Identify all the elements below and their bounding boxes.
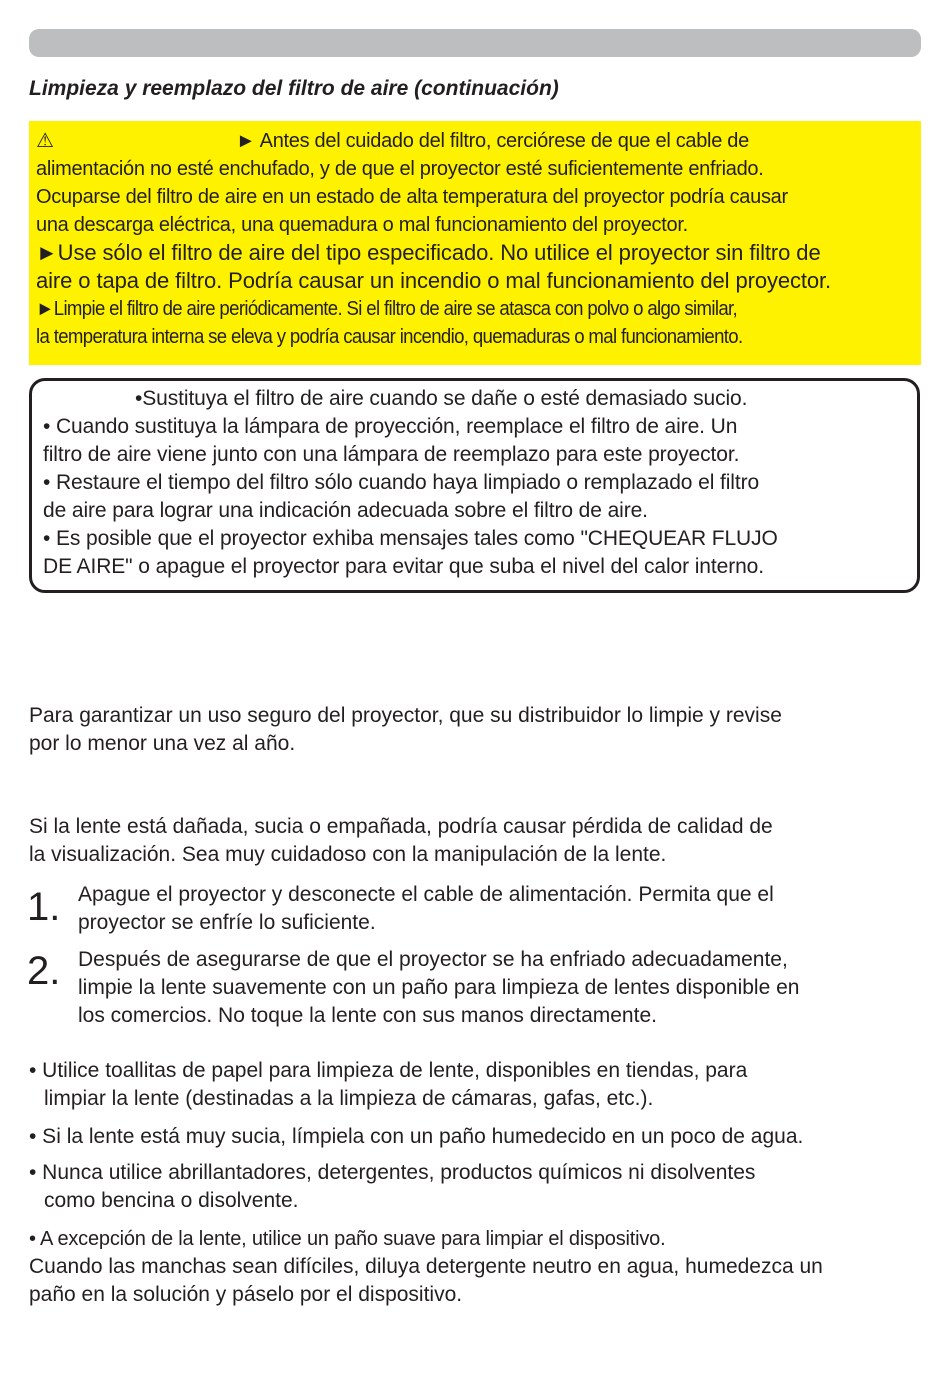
- warning-line: ►Limpie el filtro de aire periódicamente. Si el filtro de aire se atasca con polvo o algo similar,: [36, 298, 738, 320]
- lens-bullet: • Si la lente está muy sucia, límpiela con un paño humedecido en un poco de agua.: [29, 1125, 804, 1148]
- cabinet-paragraph: • A excepción de la lente, utilice un paño suave para limpiar el dispositivo. Cuando las manchas sean difíciles, diluya detergente neutro en agua, humedezca un paño en la solución y páselo por el dispositivo.: [29, 1228, 823, 1306]
- lens-bullet: • Nunca utilice abrillantadores, detergentes, productos químicos ni disolventes como bencina o disolvente.: [29, 1161, 756, 1212]
- note-line: •Sustituya el filtro de aire cuando se dañe o esté demasiado sucio.: [135, 387, 748, 410]
- section-title: Limpieza y reemplazo del filtro de aire (continuación): [29, 77, 559, 100]
- note-box: [29, 378, 920, 593]
- warning-line: ►Use sólo el filtro de aire del tipo especificado. No utilice el proyector sin filtro de: [36, 240, 821, 265]
- warning-line: la temperatura interna se eleva y podría causar incendio, quemaduras o mal funcionamiento.: [36, 326, 743, 348]
- lens-intro-paragraph: Si la lente está dañada, sucia o empañada, podría causar pérdida de calidad de la visualización. Sea muy cuidadoso con la manipulación de la lente.: [29, 815, 773, 866]
- warning-line: alimentación no esté enchufado, y de que el proyector esté suficientemente enfriado.: [36, 158, 764, 180]
- note-line: • Cuando sustituya la lámpara de proyección, reemplace el filtro de aire. Un: [43, 415, 738, 438]
- note-line: de aire para lograr una indicación adecuada sobre el filtro de aire.: [43, 499, 648, 522]
- note-line: DE AIRE" o apague el proyector para evitar que suba el nivel del calor interno.: [43, 555, 764, 578]
- warning-box: [29, 121, 921, 365]
- header-bar: [29, 29, 921, 57]
- lens-bullet: • Utilice toallitas de papel para limpieza de lente, disponibles en tiendas, para limpiar la lente (destinadas a la limpieza de cámaras, gafas, etc.).: [29, 1059, 748, 1110]
- warning-line: una descarga eléctrica, una quemadura o mal funcionamiento del proyector.: [36, 214, 688, 236]
- step-text: Después de asegurarse de que el proyector se ha enfriado adecuadamente, limpie la lente suavemente con un paño para limpieza de lentes disponible en los comercios. No toque la lente con sus manos directamente.: [78, 948, 800, 1027]
- note-line: • Restaure el tiempo del filtro sólo cuando haya limpiado o remplazado el filtro: [43, 471, 760, 494]
- step-text: Apague el proyector y desconecte el cable de alimentación. Permita que el proyector se enfríe lo suficiente.: [78, 883, 774, 934]
- step-number: 2.: [27, 949, 61, 993]
- warning-triangle-icon: ⚠: [36, 130, 54, 152]
- note-line: • Es posible que el proyector exhiba mensajes tales como "CHEQUEAR FLUJO: [43, 527, 778, 550]
- inspection-paragraph: Para garantizar un uso seguro del proyector, que su distribuidor lo limpie y revise por lo menor una vez al año.: [29, 704, 782, 755]
- warning-line: ⚠ ► Antes del cuidado del filtro, cerciórese de que el cable de: [36, 127, 915, 155]
- warning-line: aire o tapa de filtro. Podría causar un incendio o mal funcionamiento del proyector.: [36, 268, 832, 293]
- note-line: filtro de aire viene junto con una lámpara de reemplazo para este proyector.: [43, 443, 740, 466]
- warning-line: Ocuparse del filtro de aire en un estado de alta temperatura del proyector podría causar: [36, 186, 788, 208]
- step-number: 1.: [27, 885, 61, 929]
